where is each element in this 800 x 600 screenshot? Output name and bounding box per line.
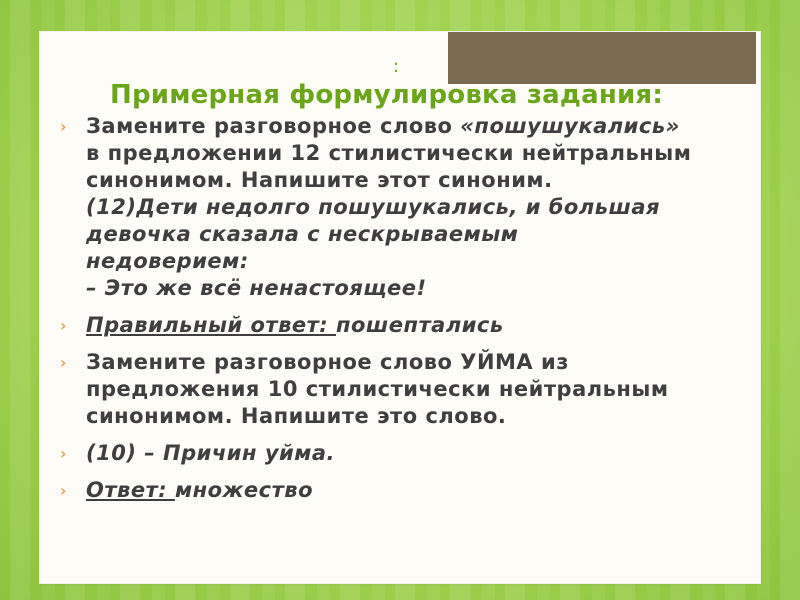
bullet-arrow-icon: › [60,117,67,136]
slide-content [60,113,760,514]
list-item [60,312,760,339]
bullet-arrow-icon: › [60,444,67,463]
answer-label: Ответ: [86,478,175,502]
example-line: недоверием: [86,249,249,273]
item-text: Замените разговорное слово [86,114,461,138]
example-line: – Это же всё ненастоящее! [86,276,427,300]
item-line: в предложении 12 стилистически нейтральным [86,141,692,165]
answer-value: множество [174,478,314,502]
item-line: синонимом. Напишите этот синоним. [86,168,553,192]
item-line: предложения 10 стилистически нейтральным [86,377,669,401]
example-line: (10) – Причин уйма. [86,441,336,465]
answer-label: Правильный ответ: [86,313,336,337]
bullet-arrow-icon: › [60,353,67,372]
title-placeholder-fill [446,32,758,86]
example-line: (12)Дети недолго пошушукались, и большая [86,195,660,219]
answer-value: пошептались [335,313,504,337]
quoted-word: «пошушукались» [460,114,680,138]
list-item [60,477,760,504]
slide-heading: Примерная формулировка задания: [110,80,663,110]
example-line: девочка сказала с нескрываемым [86,222,519,246]
item-line: синонимом. Напишите это слово. [86,404,507,428]
bullet-arrow-icon: › [60,316,67,335]
slide-title: : [393,56,400,77]
item-line [86,113,760,140]
item-line [86,477,760,504]
item-line [86,312,760,339]
list-item [60,440,760,467]
list-item [60,349,760,430]
bullet-arrow-icon: › [60,481,67,500]
item-line: Замените разговорное слово УЙМА из [86,350,569,374]
list-item [60,113,760,302]
